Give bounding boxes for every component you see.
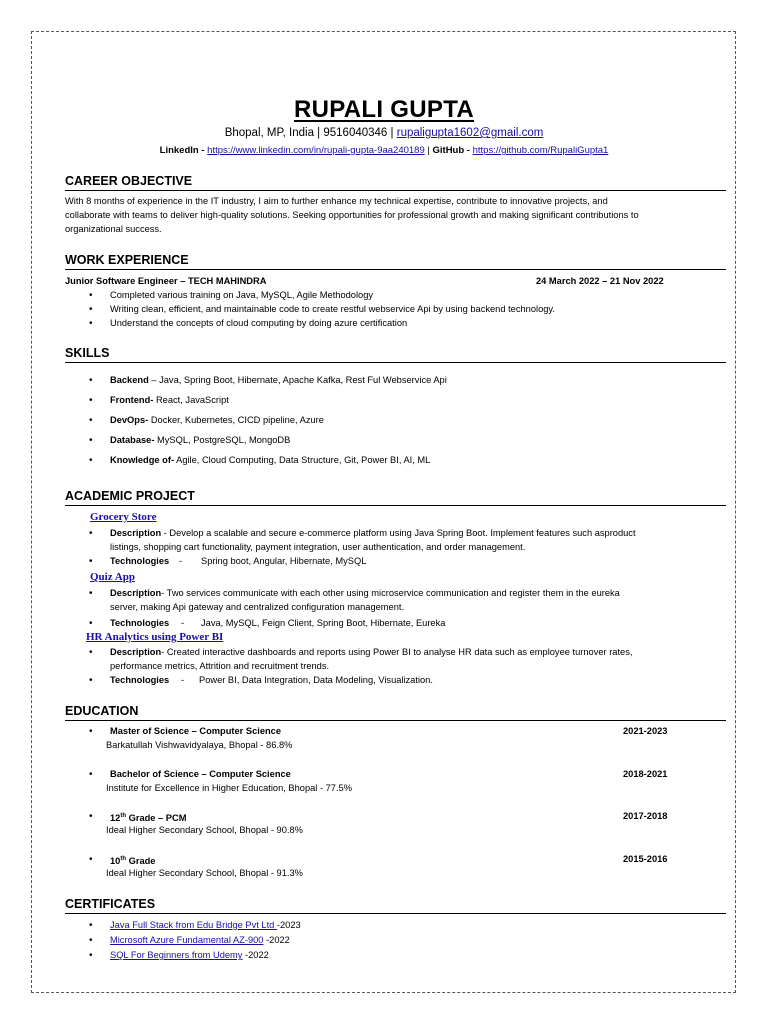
job-bullet: Completed various training on Java, MySQL, Agile Methodology [110, 290, 374, 300]
career-line: collaborate with teams to deliver high-quality solutions. Seeking opportunities for professional growth and making significant contributions to [65, 210, 639, 220]
project-description: Description- Created interactive dashboards and reports using Power BI to analyse HR data such as employee turnover rates, [110, 647, 633, 657]
job-title: Junior Software Engineer – TECH MAHINDRA [65, 276, 267, 286]
bullet: • [89, 935, 93, 946]
work-heading: WORK EXPERIENCE [65, 253, 726, 270]
skill-text: Docker, Kubernetes, CICD pipeline, Azure [150, 415, 324, 425]
bullet: • [89, 435, 93, 446]
candidate-name: RUPALI GUPTA [293, 96, 475, 123]
linkedin-label: LinkedIn [159, 145, 199, 156]
project-description: Description- Two services communicate with each other using microservice communication and register them in the eureka [110, 588, 620, 598]
certificates-heading: CERTIFICATES [65, 897, 726, 914]
education-heading: EDUCATION [65, 704, 726, 721]
project-tech: Java, MySQL, Feign Client, Spring Boot, Hibernate, Eureka [201, 618, 446, 628]
skill-label: Knowledge of- [110, 455, 175, 465]
github-label: GitHub [432, 145, 465, 156]
skill-item [110, 395, 229, 407]
project-title-link[interactable]: HR Analytics using Power BI [86, 631, 224, 643]
school: Institute for Excellence in Higher Education, Bhopal - 77.5% [106, 783, 352, 793]
project-description-cont: performance metrics, Attrition and recruitment trends. [110, 661, 330, 671]
project-description-cont: listings, shopping cart functionality, payment integration, user authentication, and order management. [110, 542, 526, 552]
career-line: With 8 months of experience in the IT industry, I aim to further enhance my technical expertise, contribute to innovative projects, and [65, 196, 608, 206]
tech-dash: - [179, 556, 183, 566]
phone: 9516040346 [323, 127, 388, 139]
degree-years: 2018-2021 [623, 769, 668, 779]
skill-item: Backend – Java, Spring Boot, Hibernate, Apache Kafka, Rest Ful Webservice Api [110, 375, 447, 385]
bullet: • [89, 375, 93, 386]
school: Ideal Higher Secondary School, Bhopal - 91.3% [106, 868, 303, 878]
skill-label: Frontend- [110, 395, 154, 405]
bullet: • [89, 769, 93, 780]
skill-text: MySQL, PostgreSQL, MongoDB [157, 435, 291, 445]
location: Bhopal, MP, India [224, 127, 314, 139]
tech-label: Technologies [110, 618, 170, 628]
bullet: • [89, 455, 93, 466]
degree-years: 2017-2018 [623, 811, 668, 821]
bullet: • [89, 528, 93, 539]
skill-label: DevOps- [110, 415, 149, 425]
degree: 10th Grade [110, 856, 156, 867]
project-description-cont: server, making Api gateway and centralized configuration management. [110, 602, 405, 612]
bullet: • [89, 811, 93, 822]
tech-label: Technologies [110, 556, 170, 566]
github-link[interactable]: https://github.com/RupaliGupta1 [472, 145, 609, 156]
profile-links: LinkedIn - https://www.linkedin.com/in/rupali-gupta-9aa240189 | GitHub - https://github.com/RupaliGupta1 [159, 145, 609, 156]
degree: Bachelor of Science – Computer Science [110, 769, 291, 779]
project-description: Description - Develop a scalable and secure e-commerce platform using Java Spring Boot. Implement features such asproduct [110, 528, 636, 538]
project-title-link[interactable]: Quiz App [90, 571, 135, 583]
bullet: • [89, 920, 93, 931]
skill-item [110, 455, 430, 467]
school: Ideal Higher Secondary School, Bhopal - 90.8% [106, 825, 303, 835]
skill-label: Database- [110, 435, 155, 445]
bullet: • [89, 854, 93, 865]
bullet: • [89, 618, 93, 629]
job-bullet: Understand the concepts of cloud computing by doing azure certification [110, 318, 408, 328]
bullet: • [89, 415, 93, 426]
certificate-link[interactable]: SQL For Beginners from Udemy [110, 950, 243, 960]
degree-years: 2021-2023 [623, 726, 668, 736]
skill-label: Backend [110, 375, 149, 385]
certificate-item: SQL For Beginners from Udemy -2022 [110, 950, 269, 960]
career-line: organizational success. [65, 224, 162, 234]
tech-dash: - [181, 675, 185, 685]
bullet: • [89, 588, 93, 599]
skills-heading: SKILLS [65, 346, 726, 363]
certificate-item: Microsoft Azure Fundamental AZ-900 -2022 [110, 935, 290, 945]
job-dates: 24 March 2022 – 21 Nov 2022 [536, 276, 664, 286]
bullet: • [89, 290, 93, 301]
skill-item [110, 415, 324, 427]
bullet: • [89, 950, 93, 961]
bullet: • [89, 726, 93, 737]
project-tech: Power BI, Data Integration, Data Modeling, Visualization. [199, 675, 433, 685]
job-bullet: Writing clean, efficient, and maintainable code to create restful webservice Api by using backend technology. [110, 304, 555, 314]
bullet: • [89, 318, 93, 329]
linkedin-link[interactable]: https://www.linkedin.com/in/rupali-gupta-9aa240189 [207, 145, 425, 156]
skill-text: React, JavaScript [155, 395, 229, 405]
degree: Master of Science – Computer Science [110, 726, 282, 736]
bullet: • [89, 647, 93, 658]
projects-heading: ACADEMIC PROJECT [65, 489, 726, 506]
project-title-link[interactable]: Grocery Store [90, 511, 157, 523]
tech-dash: - [181, 618, 185, 628]
certificate-item: Java Full Stack from Edu Bridge Pvt Ltd -2023 [110, 920, 301, 930]
certificate-link[interactable]: Microsoft Azure Fundamental AZ-900 [110, 935, 264, 945]
email-link[interactable]: rupaligupta1602@gmail.com [396, 127, 544, 139]
skill-text: Agile, Cloud Computing, Data Structure, Git, Power BI, AI, ML [176, 455, 431, 465]
degree: 12th Grade – PCM [110, 813, 187, 824]
project-tech: Spring boot, Angular, Hibernate, MySQL [201, 556, 367, 566]
bullet: • [89, 395, 93, 406]
career-heading: CAREER OBJECTIVE [65, 174, 726, 191]
certificate-link[interactable]: Java Full Stack from Edu Bridge Pvt Ltd [110, 920, 277, 930]
skill-item [110, 435, 290, 447]
degree-years: 2015-2016 [623, 854, 668, 864]
skill-text: Java, Spring Boot, Hibernate, Apache Kafka, Rest Ful Webservice Api [159, 375, 447, 385]
contact-line: Bhopal, MP, India | 9516040346 | rupaligupta1602@gmail.com [224, 127, 544, 139]
bullet: • [89, 304, 93, 315]
school: Barkatullah Vishwavidyalaya, Bhopal - 86.8% [106, 740, 293, 750]
bullet: • [89, 556, 93, 567]
bullet: • [89, 675, 93, 686]
tech-label: Technologies [110, 675, 170, 685]
